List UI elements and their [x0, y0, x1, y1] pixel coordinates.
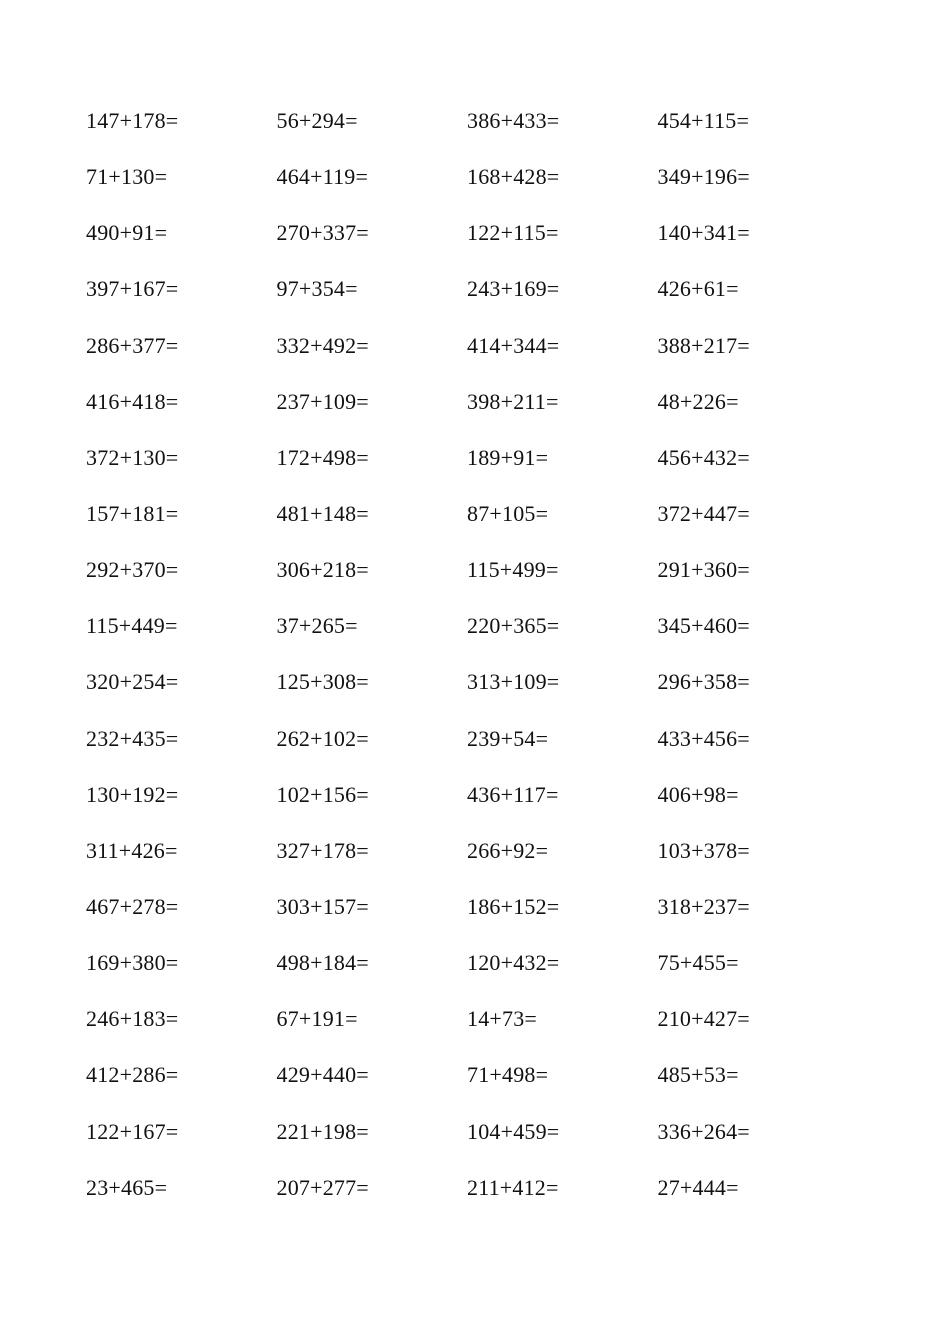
- addition-problem: 220+365=: [467, 613, 560, 639]
- addition-problem: 311+426=: [86, 837, 178, 863]
- addition-problem: 416+418=: [86, 388, 179, 414]
- addition-problem: 485+53=: [657, 1062, 739, 1088]
- addition-problem: 345+460=: [657, 613, 750, 639]
- addition-problem: 490+91=: [86, 220, 168, 246]
- addition-problem: 464+119=: [276, 164, 369, 190]
- addition-problem: 481+148=: [276, 500, 369, 526]
- addition-problem: 332+492=: [276, 332, 369, 358]
- problem-row: [86, 440, 886, 496]
- addition-problem: 87+105=: [467, 500, 549, 526]
- addition-problem: 120+432=: [467, 950, 560, 976]
- addition-problem: 303+157=: [276, 893, 369, 919]
- problem-row: [86, 1114, 886, 1170]
- addition-problem: 426+61=: [657, 276, 739, 302]
- addition-problem: 266+92=: [467, 837, 549, 863]
- addition-problem: 237+109=: [276, 388, 369, 414]
- addition-problem: 243+169=: [467, 276, 560, 302]
- addition-problem: 291+360=: [657, 557, 750, 583]
- addition-problem: 336+264=: [657, 1118, 750, 1144]
- addition-problem: 102+156=: [276, 781, 369, 807]
- addition-problem: 429+440=: [276, 1062, 369, 1088]
- addition-problem: 56+294=: [276, 108, 358, 133]
- addition-problem: 398+211=: [467, 388, 559, 414]
- addition-problem: 388+217=: [657, 332, 750, 358]
- addition-problem: 397+167=: [86, 276, 179, 302]
- addition-problem: 186+152=: [467, 893, 560, 919]
- problem-row: [86, 889, 886, 945]
- addition-problem: 292+370=: [86, 557, 179, 583]
- problem-row: [86, 328, 886, 384]
- addition-problem: 71+130=: [86, 164, 168, 190]
- addition-problem: 103+378=: [657, 837, 750, 863]
- addition-problem: 436+117=: [467, 781, 559, 807]
- addition-problem: 320+254=: [86, 669, 179, 695]
- addition-problem: 246+183=: [86, 1006, 179, 1032]
- addition-problem: 157+181=: [86, 500, 179, 526]
- problem-row: [86, 721, 886, 777]
- problem-row: [86, 945, 886, 1001]
- addition-problem: 147+178=: [86, 108, 179, 133]
- addition-problem: 286+377=: [86, 332, 179, 358]
- addition-problem: 318+237=: [657, 893, 750, 919]
- addition-problem: 122+167=: [86, 1118, 179, 1144]
- addition-problem: 48+226=: [657, 388, 739, 414]
- addition-problem: 456+432=: [657, 444, 750, 470]
- addition-problem: 221+198=: [276, 1118, 369, 1144]
- addition-problem: 433+456=: [657, 725, 750, 751]
- addition-problem: 306+218=: [276, 557, 369, 583]
- addition-problem: 115+499=: [467, 557, 559, 583]
- problem-row: [86, 608, 886, 664]
- addition-problem: 140+341=: [657, 220, 750, 246]
- problem-row: [86, 552, 886, 608]
- addition-problem: 23+465=: [86, 1174, 168, 1200]
- problem-row: [86, 103, 886, 159]
- problem-row: [86, 1001, 886, 1057]
- addition-problem: 232+435=: [86, 725, 179, 751]
- addition-problem: 467+278=: [86, 893, 179, 919]
- addition-problem: 172+498=: [276, 444, 369, 470]
- addition-problem: 270+337=: [276, 220, 369, 246]
- addition-problem: 349+196=: [657, 164, 750, 190]
- addition-problem: 386+433=: [467, 108, 560, 133]
- problem-row: [86, 777, 886, 833]
- addition-problem: 27+444=: [657, 1174, 739, 1200]
- problem-row: [86, 271, 886, 327]
- problem-row: [86, 833, 886, 889]
- addition-problem: 454+115=: [657, 108, 750, 133]
- addition-problem: 412+286=: [86, 1062, 179, 1088]
- addition-problem: 327+178=: [276, 837, 369, 863]
- problem-row: [86, 1170, 886, 1226]
- addition-problem: 122+115=: [467, 220, 559, 246]
- addition-problem: 75+455=: [657, 950, 739, 976]
- addition-problem: 67+191=: [276, 1006, 358, 1032]
- addition-problem: 207+277=: [276, 1174, 369, 1200]
- addition-problem: 406+98=: [657, 781, 739, 807]
- problem-row: [86, 496, 886, 552]
- problem-grid: [86, 103, 886, 1226]
- addition-problem: 262+102=: [276, 725, 369, 751]
- addition-problem: 211+412=: [467, 1174, 559, 1200]
- addition-problem: 115+449=: [86, 613, 178, 639]
- addition-problem: 313+109=: [467, 669, 560, 695]
- addition-problem: 97+354=: [276, 276, 358, 302]
- addition-problem: 168+428=: [467, 164, 560, 190]
- addition-problem: 296+358=: [657, 669, 750, 695]
- addition-problem: 498+184=: [276, 950, 369, 976]
- problem-row: [86, 664, 886, 720]
- addition-problem: 37+265=: [276, 613, 358, 639]
- addition-problem: 414+344=: [467, 332, 560, 358]
- addition-problem: 239+54=: [467, 725, 549, 751]
- problem-row: [86, 1057, 886, 1113]
- addition-problem: 189+91=: [467, 444, 549, 470]
- addition-problem: 125+308=: [276, 669, 369, 695]
- addition-problem: 14+73=: [467, 1006, 538, 1032]
- addition-problem: 130+192=: [86, 781, 179, 807]
- problem-row: [86, 215, 886, 271]
- addition-problem: 71+498=: [467, 1062, 549, 1088]
- addition-problem: 169+380=: [86, 950, 179, 976]
- addition-problem: 372+447=: [657, 500, 750, 526]
- addition-problem: 372+130=: [86, 444, 179, 470]
- addition-problem: 210+427=: [657, 1006, 750, 1032]
- problem-row: [86, 384, 886, 440]
- problem-row: [86, 159, 886, 215]
- addition-problem: 104+459=: [467, 1118, 560, 1144]
